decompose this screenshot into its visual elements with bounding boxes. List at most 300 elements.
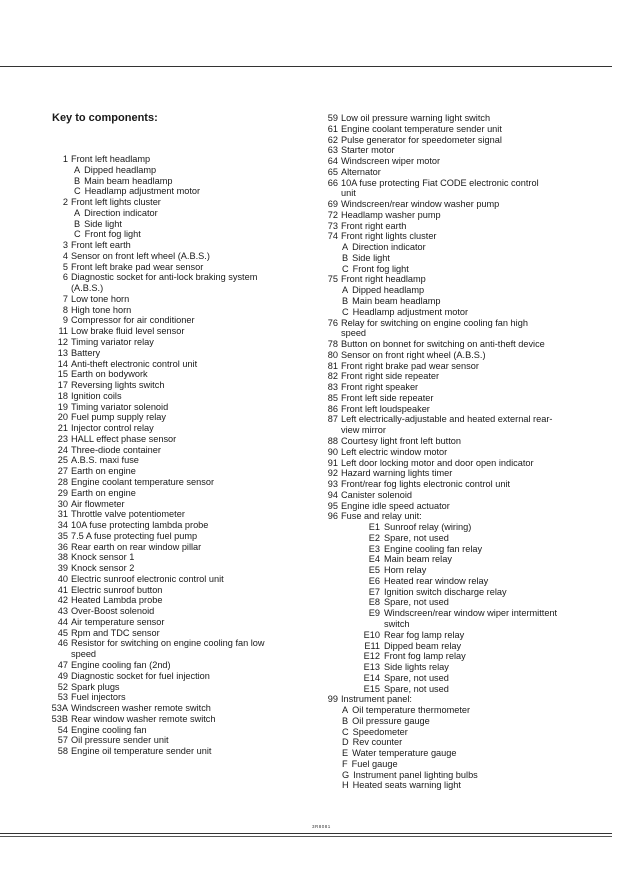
component-label: Headlamp washer pump (341, 209, 441, 220)
component-entry (30, 671, 308, 682)
component-label: Earth on engine (71, 487, 136, 498)
sub-component-letter: E2 (368, 532, 380, 543)
sub-component-letter: E13 (363, 662, 380, 673)
sub-component-letter: E4 (368, 554, 380, 565)
page-code: 3R8081 (312, 824, 331, 829)
component-label: HALL effect phase sensor (71, 433, 177, 444)
component-number: 62 (327, 134, 338, 145)
sub-component-entry (30, 208, 308, 219)
component-entry (318, 447, 586, 458)
component-number: 9 (62, 315, 68, 326)
component-number: 53 (57, 692, 68, 703)
component-label: Low oil pressure warning light switch (341, 113, 491, 123)
component-entry (30, 240, 308, 251)
sub-component-entry (318, 748, 586, 759)
component-entry (318, 414, 586, 425)
bottom-rule-secondary (0, 836, 612, 837)
component-entry (30, 746, 308, 757)
component-entry (30, 574, 308, 585)
component-entry (30, 552, 308, 563)
component-number: 21 (57, 423, 68, 434)
component-entry (318, 124, 586, 135)
component-entry (30, 391, 308, 402)
sub-component-letter: E14 (363, 672, 380, 683)
sub-component-entry (318, 533, 586, 544)
component-number: 13 (57, 347, 68, 358)
component-number: 65 (327, 166, 338, 177)
component-label: Timing variator relay (71, 337, 154, 348)
sub-component-letter: E10 (363, 629, 380, 640)
sub-component-entry (30, 186, 308, 197)
component-label: Injector control relay (71, 423, 154, 434)
component-number: 23 (57, 433, 68, 444)
sub-component-letter: E3 (368, 543, 380, 554)
sub-component-label: Horn relay (384, 565, 427, 576)
component-label: Starter motor (341, 145, 395, 156)
sub-component-letter: G (342, 769, 350, 780)
sub-component-letter: E1 (368, 522, 380, 533)
component-entry (30, 477, 308, 488)
continuation-line: view mirror (341, 425, 386, 436)
component-entry (30, 455, 308, 466)
component-label: Front left headlamp (71, 154, 151, 164)
component-label: Sensor on front left wheel (A.B.S.) (71, 250, 210, 261)
sub-component-entry (318, 651, 586, 662)
component-number: 91 (327, 457, 338, 468)
component-entry (30, 488, 308, 499)
sub-component-label: Main beam headlamp (84, 175, 173, 186)
sub-component-entry (30, 229, 308, 240)
component-entry (318, 458, 586, 469)
component-number: 90 (327, 446, 338, 457)
component-entry (30, 154, 308, 165)
sub-component-label: Water temperature gauge (352, 748, 457, 759)
sub-component-label: Headlamp adjustment motor (84, 186, 201, 197)
component-entry (318, 231, 586, 242)
component-number: 14 (57, 358, 68, 369)
left-column (30, 154, 308, 757)
top-rule (0, 66, 612, 67)
component-entry (30, 337, 308, 348)
component-entry (318, 145, 586, 156)
component-label: Resistor for switching on engine cooling fan low (71, 638, 265, 649)
sub-component-entry (318, 673, 586, 684)
component-label: Fuel injectors (71, 692, 126, 703)
component-entry (318, 371, 586, 382)
component-entry (318, 490, 586, 501)
component-entry (30, 294, 308, 305)
sub-component-entry (318, 544, 586, 555)
component-entry (318, 479, 586, 490)
component-label: Battery (71, 347, 101, 358)
component-number: 5 (62, 261, 68, 272)
component-entry (30, 402, 308, 413)
component-label: Engine coolant temperature sender unit (341, 123, 502, 134)
sub-component-letter: E6 (368, 575, 380, 586)
component-label: Front left earth (71, 240, 131, 251)
component-number: 53A (51, 703, 68, 714)
component-number: 78 (327, 339, 338, 350)
component-label: A.B.S. maxi fuse (71, 455, 139, 466)
sub-component-letter: B (342, 715, 349, 726)
component-entry (30, 638, 308, 649)
component-number: 8 (62, 304, 68, 315)
sub-component-entry (318, 587, 586, 598)
component-number: 87 (327, 414, 338, 425)
sub-component-label: Side lights relay (384, 662, 449, 673)
component-number: 49 (57, 670, 68, 681)
component-entry (30, 606, 308, 617)
component-number: 42 (57, 595, 68, 606)
component-entry (318, 361, 586, 372)
component-label: Engine cooling fan (71, 724, 147, 735)
sub-component-label: Sunroof relay (wiring) (384, 522, 472, 533)
sub-component-entry (318, 554, 586, 565)
sub-component-label: Spare, not used (384, 683, 449, 694)
component-label: Windscreen wiper motor (341, 156, 441, 167)
sub-component-label: Side light (84, 218, 122, 229)
component-label: Compressor for air conditioner (71, 315, 195, 326)
sub-component-entry (318, 522, 586, 533)
component-entry (30, 434, 308, 445)
component-label: Rear window washer remote switch (71, 713, 216, 724)
component-number: 88 (327, 435, 338, 446)
component-entry (30, 520, 308, 531)
component-entry (318, 511, 586, 522)
component-number: 18 (57, 390, 68, 401)
component-number: 75 (327, 274, 338, 285)
component-label: Fuel pump supply relay (71, 412, 166, 423)
sub-component-letter: E11 (364, 640, 380, 651)
component-number: 45 (57, 627, 68, 638)
component-number: 41 (57, 584, 68, 595)
component-label: Front right lights cluster (341, 231, 437, 242)
component-entry (30, 725, 308, 736)
component-number: 39 (57, 563, 68, 574)
sub-component-letter: A (342, 285, 349, 296)
sub-component-label: Front fog light (84, 229, 141, 240)
component-label: Hazard warning lights timer (341, 468, 453, 479)
component-label: Engine idle speed actuator (341, 500, 450, 511)
component-number: 47 (57, 659, 68, 670)
sub-component-letter: E7 (368, 586, 380, 597)
component-label: Canister solenoid (341, 489, 412, 500)
sub-component-entry (318, 597, 586, 608)
component-entry (30, 509, 308, 520)
component-number: 46 (57, 638, 68, 649)
component-entry (30, 348, 308, 359)
continuation-line: speed (71, 649, 97, 660)
component-label: Pulse generator for speedometer signal (341, 134, 502, 145)
component-label: Oil pressure sender unit (71, 735, 169, 746)
component-label: Knock sensor 1 (71, 552, 135, 563)
sub-component-letter: F (342, 758, 348, 769)
component-label: Front left lights cluster (71, 197, 161, 208)
sub-component-letter: A (74, 164, 81, 175)
sub-component-label: Front fog light (352, 263, 409, 274)
component-label: Courtesy light front left button (341, 435, 462, 446)
component-label: Instrument panel: (341, 694, 412, 705)
sub-component-label: Ignition switch discharge relay (384, 586, 507, 597)
component-number: 6 (62, 272, 68, 283)
component-entry (318, 135, 586, 146)
component-number: 35 (57, 530, 68, 541)
sub-component-entry (318, 780, 586, 791)
component-entry (30, 369, 308, 380)
component-label: Rear earth on rear window pillar (71, 541, 202, 552)
component-label: Windscreen/rear window washer pump (341, 199, 500, 210)
sub-component-entry (318, 576, 586, 587)
sub-component-letter: B (74, 218, 81, 229)
component-number: 96 (327, 511, 338, 522)
component-entry (318, 274, 586, 285)
component-entry (30, 359, 308, 370)
component-number: 24 (57, 444, 68, 455)
component-number: 36 (57, 541, 68, 552)
sub-component-entry (318, 716, 586, 727)
component-number: 63 (327, 145, 338, 156)
component-entry (30, 682, 308, 693)
component-number: 74 (327, 231, 338, 242)
page-heading: Key to components: (52, 112, 158, 124)
component-label: Rpm and TDC sensor (71, 627, 160, 638)
component-number: 1 (62, 154, 68, 164)
continuation-line: (A.B.S.) (71, 283, 104, 294)
sub-component-entry (318, 307, 586, 318)
component-number: 40 (57, 573, 68, 584)
sub-component-label: Dipped headlamp (84, 164, 157, 175)
sub-component-entry (318, 630, 586, 641)
component-label: Three-diode container (71, 444, 161, 455)
component-entry (318, 178, 586, 189)
component-label: 10A fuse protecting Fiat CODE electronic control (341, 177, 539, 188)
sub-component-entry (30, 219, 308, 230)
component-number: 58 (57, 746, 68, 757)
component-entry (30, 735, 308, 746)
component-label: Throttle valve potentiometer (71, 509, 185, 520)
component-label: Over-Boost solenoid (71, 606, 155, 617)
sub-component-entry (318, 705, 586, 716)
component-number: 95 (327, 500, 338, 511)
component-entry (30, 466, 308, 477)
component-number: 73 (327, 220, 338, 231)
component-number: 44 (57, 616, 68, 627)
component-number: 66 (327, 177, 338, 188)
sub-component-entry (318, 565, 586, 576)
sub-component-label: Fuel gauge (351, 758, 398, 769)
component-label: Heated Lambda probe (71, 595, 163, 606)
component-number: 2 (62, 197, 68, 208)
sub-component-entry (318, 737, 586, 748)
component-entry (30, 251, 308, 262)
sub-component-letter: A (342, 705, 349, 716)
component-number: 92 (327, 468, 338, 479)
sub-component-label: Dipped beam relay (384, 640, 462, 651)
component-entry (318, 210, 586, 221)
component-entry (30, 563, 308, 574)
sub-component-entry (318, 684, 586, 695)
component-label: Sensor on front right wheel (A.B.S.) (341, 349, 486, 360)
component-entry (30, 305, 308, 316)
sub-component-letter: C (342, 306, 349, 317)
component-label: Front right side repeater (341, 371, 440, 382)
component-entry (30, 315, 308, 326)
component-number: 25 (57, 455, 68, 466)
sub-component-letter: C (74, 229, 81, 240)
component-number: 4 (62, 250, 68, 261)
sub-component-entry (318, 242, 586, 253)
component-label: Engine cooling fan (2nd) (71, 659, 171, 670)
component-label: 10A fuse protecting lambda probe (71, 520, 209, 531)
component-label: Spark plugs (71, 681, 120, 692)
sub-component-label: Rear fog lamp relay (384, 629, 465, 640)
sub-component-label: Main beam relay (384, 554, 452, 565)
component-number: 12 (57, 337, 68, 348)
component-number: 30 (57, 498, 68, 509)
component-number: 86 (327, 403, 338, 414)
component-label: Reversing lights switch (71, 380, 165, 391)
sub-component-label: Headlamp adjustment motor (352, 306, 469, 317)
sub-component-entry (30, 165, 308, 176)
component-entry (30, 542, 308, 553)
component-label: Front/rear fog lights electronic control unit (341, 479, 511, 490)
component-number: 57 (57, 735, 68, 746)
component-number: 76 (327, 317, 338, 328)
component-entry (318, 113, 586, 124)
component-entry (30, 499, 308, 510)
component-label: Front left loudspeaker (341, 403, 430, 414)
sub-component-label: Spare, not used (384, 597, 449, 608)
component-entry (30, 714, 308, 725)
component-label: Diagnostic socket for anti-lock braking system (71, 272, 258, 283)
sub-component-letter: H (342, 780, 349, 791)
component-number: 17 (57, 380, 68, 391)
component-entry (30, 703, 308, 714)
component-number: 80 (327, 349, 338, 360)
component-label: Earth on engine (71, 466, 136, 477)
component-entry (318, 382, 586, 393)
component-entry (318, 468, 586, 479)
sub-component-label: Direction indicator (352, 242, 426, 253)
sub-component-letter: E12 (363, 651, 380, 662)
component-label: Left electrically-adjustable and heated external rear- (341, 414, 553, 425)
component-number: 31 (57, 509, 68, 520)
component-entry (318, 221, 586, 232)
sub-component-letter: E (342, 748, 349, 759)
component-label: Air temperature sensor (71, 616, 165, 627)
component-entry (30, 262, 308, 273)
sub-component-label: Main beam headlamp (352, 296, 441, 307)
component-entry (30, 628, 308, 639)
component-label: Anti-theft electronic control unit (71, 358, 198, 369)
component-number: 85 (327, 392, 338, 403)
component-label: Air flowmeter (71, 498, 125, 509)
component-label: Front left side repeater (341, 392, 434, 403)
sub-component-label: Oil temperature thermometer (352, 705, 471, 716)
sub-component-entry (318, 296, 586, 307)
component-entry (318, 167, 586, 178)
component-entry (30, 412, 308, 423)
sub-component-letter: A (342, 242, 349, 253)
sub-component-entry (318, 770, 586, 781)
component-number: 20 (57, 412, 68, 423)
component-entry (30, 595, 308, 606)
component-number: 43 (57, 606, 68, 617)
component-entry (30, 423, 308, 434)
sub-component-entry (318, 264, 586, 275)
component-number: 72 (327, 209, 338, 220)
component-number: 59 (327, 113, 338, 123)
component-label: 7.5 A fuse protecting fuel pump (71, 530, 198, 541)
component-entry (318, 393, 586, 404)
component-label: Electric sunroof electronic control unit (71, 573, 224, 584)
sub-component-label: Windscreen/rear window wiper intermittent (384, 608, 558, 619)
component-entry (318, 350, 586, 361)
component-number: 27 (57, 466, 68, 477)
component-label: Diagnostic socket for fuel injection (71, 670, 210, 681)
component-number: 99 (327, 694, 338, 705)
sub-component-letter: B (342, 252, 349, 263)
component-number: 19 (57, 401, 68, 412)
component-label: Low brake fluid level sensor (71, 326, 185, 337)
sub-component-entry (318, 641, 586, 652)
component-entry (30, 660, 308, 671)
component-label: Alternator (341, 166, 381, 177)
sub-component-label: Rev counter (352, 737, 403, 748)
component-entry (30, 617, 308, 628)
component-label: Left door locking motor and door open indicator (341, 457, 534, 468)
component-entry (318, 501, 586, 512)
sub-component-entry (318, 253, 586, 264)
component-label: Button on bonnet for switching on anti-theft device (341, 339, 545, 350)
component-number: 93 (327, 479, 338, 490)
component-label: Earth on bodywork (71, 369, 148, 380)
sub-component-label: Direction indicator (84, 207, 158, 218)
sub-component-label: Side light (352, 252, 390, 263)
component-label: Electric sunroof button (71, 584, 163, 595)
component-entry (318, 156, 586, 167)
component-number: 38 (57, 552, 68, 563)
sub-component-entry (318, 759, 586, 770)
component-entry (318, 436, 586, 447)
component-label: Engine coolant temperature sensor (71, 476, 215, 487)
component-label: Knock sensor 2 (71, 563, 135, 574)
sub-component-label: Heated seats warning light (352, 780, 461, 791)
sub-component-letter: A (74, 207, 81, 218)
sub-component-label: Spare, not used (384, 672, 449, 683)
component-entry (30, 445, 308, 456)
continuation-line: speed (341, 328, 367, 339)
component-entry (318, 199, 586, 210)
component-number: 61 (327, 123, 338, 134)
component-entry (30, 197, 308, 208)
right-column (318, 113, 586, 791)
sub-component-letter: B (342, 296, 349, 307)
component-number: 94 (327, 489, 338, 500)
component-label: Engine oil temperature sender unit (71, 746, 212, 757)
sub-component-label: Engine cooling fan relay (384, 543, 483, 554)
component-label: Low tone horn (71, 293, 130, 304)
sub-component-entry (318, 608, 586, 619)
component-number: 15 (57, 369, 68, 380)
component-label: Front right earth (341, 220, 407, 231)
sub-component-label: Oil pressure gauge (352, 715, 430, 726)
component-entry (30, 692, 308, 703)
component-entry (318, 694, 586, 705)
component-number: 69 (327, 199, 338, 210)
component-number: 11 (58, 326, 68, 337)
component-number: 28 (57, 476, 68, 487)
